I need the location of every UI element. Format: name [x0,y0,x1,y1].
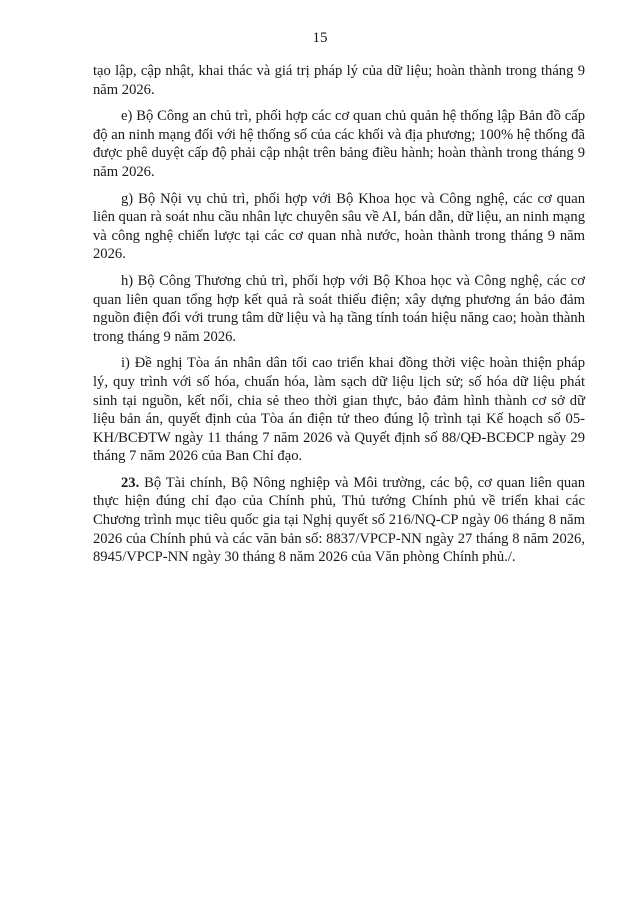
section-number: 23. [121,474,140,491]
paragraph-item-h: h) Bộ Công Thương chủ trì, phối hợp với Bộ Khoa học và Công nghệ, các cơ quan liên quan tổng hợp kết quả rà soát thiếu điện; xây dựng phương án bảo đảm nguồn điện đối với trung tâm dữ liệu và hạ tầng tính toán hiệu năng cao; hoàn thành trong tháng 9 năm 2026. [93,272,585,345]
page-number: 15 [312,30,328,46]
paragraph-section-23 [93,474,585,567]
paragraph-item-e: e) Bộ Công an chủ trì, phối hợp các cơ quan chủ quản hệ thống lập Bản đồ cấp độ an ninh mạng đối với hệ thống số của các khối và địa phương; 100% hệ thống đã được phê duyệt cấp độ phải cập nhật trên bảng điều hành; hoàn thành trong tháng 9 năm 2026. [93,108,585,180]
paragraph-item-g: g) Bộ Nội vụ chủ trì, phối hợp với Bộ Khoa học và Công nghệ, các cơ quan liên quan rà soát nhu cầu nhân lực chuyên sâu về AI, bán dẫn, dữ liệu, an ninh mạng và công nghệ chiến lược tại các cơ quan nhà nước, hoàn thành trong tháng 9 năm 2026. [93,190,586,263]
section-23-text: Bộ Tài chính, Bộ Nông nghiệp và Môi trường, các bộ, cơ quan liên quan thực hiện đúng chỉ đạo của Chính phủ, Thủ tướng Chính phủ về triển khai các Chương trình mục tiêu quốc gia tại Nghị quyết số 216/NQ-CP ngày 06 tháng 8 năm 2026 của Chính phủ và các văn bản số: 8837/VPCP-NN ngày 27 tháng 8 năm 2026, 8945/VPCP-NN ngày 30 tháng 8 năm 2026 của Văn phòng Chính phủ./. [93,474,585,566]
paragraph-continuation: tạo lập, cập nhật, khai thác và giá trị pháp lý của dữ liệu; hoàn thành trong tháng 9 năm 2026. [93,63,585,98]
document-body [93,62,585,575]
paragraph-item-i: i) Đề nghị Tòa án nhân dân tối cao triển khai đồng thời việc hoàn thiện pháp lý, quy trình với số hóa, chuẩn hóa, làm sạch dữ liệu lịch sử; số hóa dữ liệu phát sinh tại nguồn, kết nối, chia sẻ theo thời gian thực, bảo đảm hình thành cơ sở dữ liệu bản án, quyết định của Tòa án điện tử theo đúng lộ trình tại Kế hoạch số 05-KH/BCĐTW ngày 11 tháng 7 năm 2026 và Quyết định số 88/QĐ-BCĐCP ngày 29 tháng 7 năm 2026 của Ban Chỉ đạo. [93,355,585,465]
